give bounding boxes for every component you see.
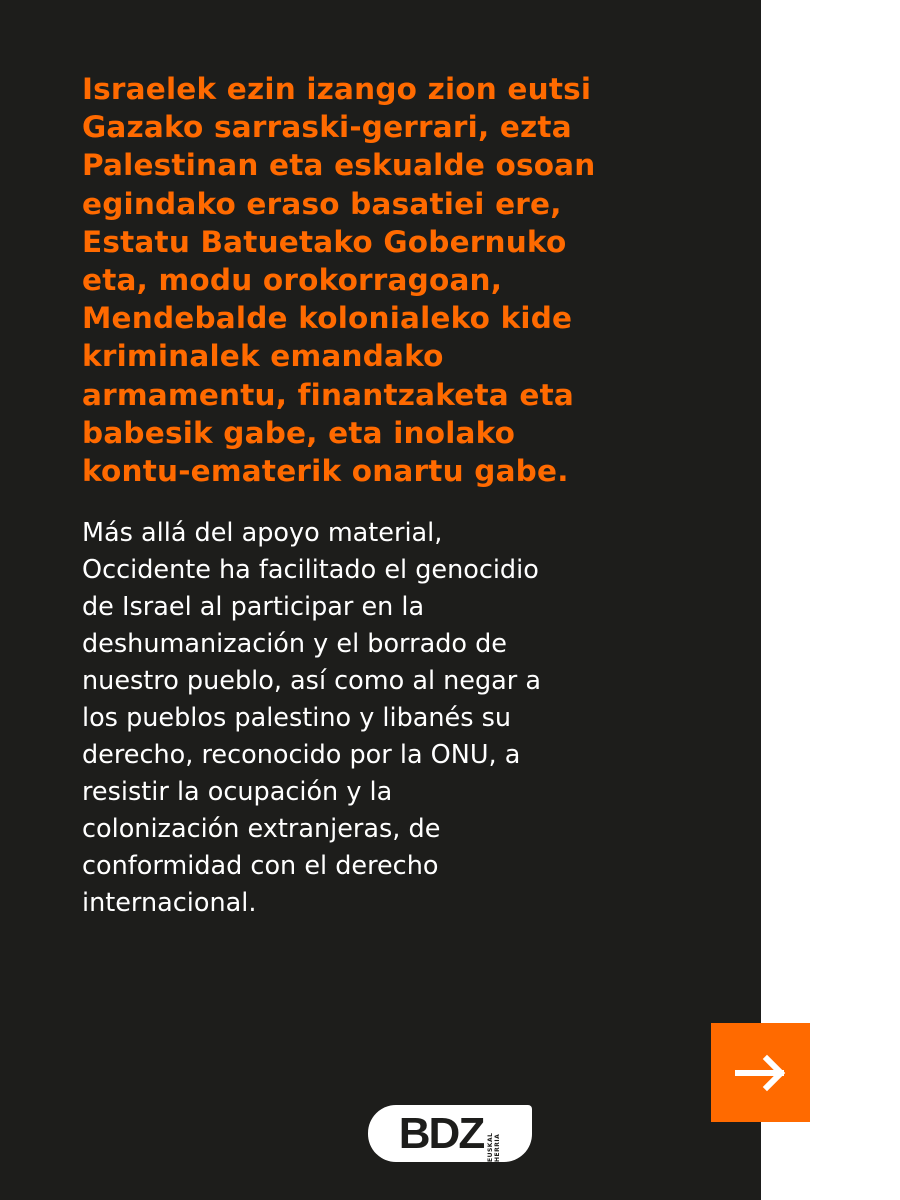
body-text	[82, 515, 722, 922]
headline-line: babesik gabe, eta inolako	[82, 415, 516, 450]
headline-line: egindako eraso basatiei ere,	[82, 186, 562, 221]
logo-subtext: EUSKAL HERRIA	[487, 1132, 502, 1162]
body-line: nuestro pueblo, así como al negar a	[82, 666, 542, 696]
body-line: de Israel al participar en la	[82, 592, 425, 622]
headline-line: kontu-ematerik onartu gabe.	[82, 454, 569, 489]
body-line: conformidad con el derecho	[82, 851, 439, 881]
body-line: Más allá del apoyo material,	[82, 518, 443, 548]
headline-line: Israelek ezin izango zion eutsi	[82, 72, 592, 106]
headline-line: kriminalek emandako	[82, 339, 444, 374]
next-slide-button[interactable]	[711, 1023, 810, 1122]
headline-line: Palestinan eta eskualde osoan	[82, 148, 596, 183]
bdz-logo	[368, 1105, 532, 1162]
body-line: derecho, reconocido por la ONU, a	[82, 740, 521, 770]
headline-line: Estatu Batuetako Gobernuko	[82, 224, 567, 259]
headline-line: Mendebalde kolonialeko kide	[82, 301, 573, 336]
body-line: internacional.	[82, 888, 257, 918]
headline-line: eta, modu orokorragoan,	[82, 263, 503, 298]
headline	[82, 70, 722, 490]
headline-line: armamentu, finantzaketa eta	[82, 377, 574, 412]
body-line: resistir la ocupación y la	[82, 777, 393, 807]
arrow-right-icon	[735, 1053, 787, 1093]
body-line: los pueblos palestino y libanés su	[82, 703, 512, 733]
body-line: colonización extranjeras, de	[82, 814, 441, 844]
body-line: deshumanización y el borrado de	[82, 629, 507, 659]
logo-text: BDZ	[398, 1108, 484, 1158]
headline-line: Gazako sarraski-gerrari, ezta	[82, 110, 572, 145]
body-line: Occidente ha facilitado el genocidio	[82, 555, 539, 585]
